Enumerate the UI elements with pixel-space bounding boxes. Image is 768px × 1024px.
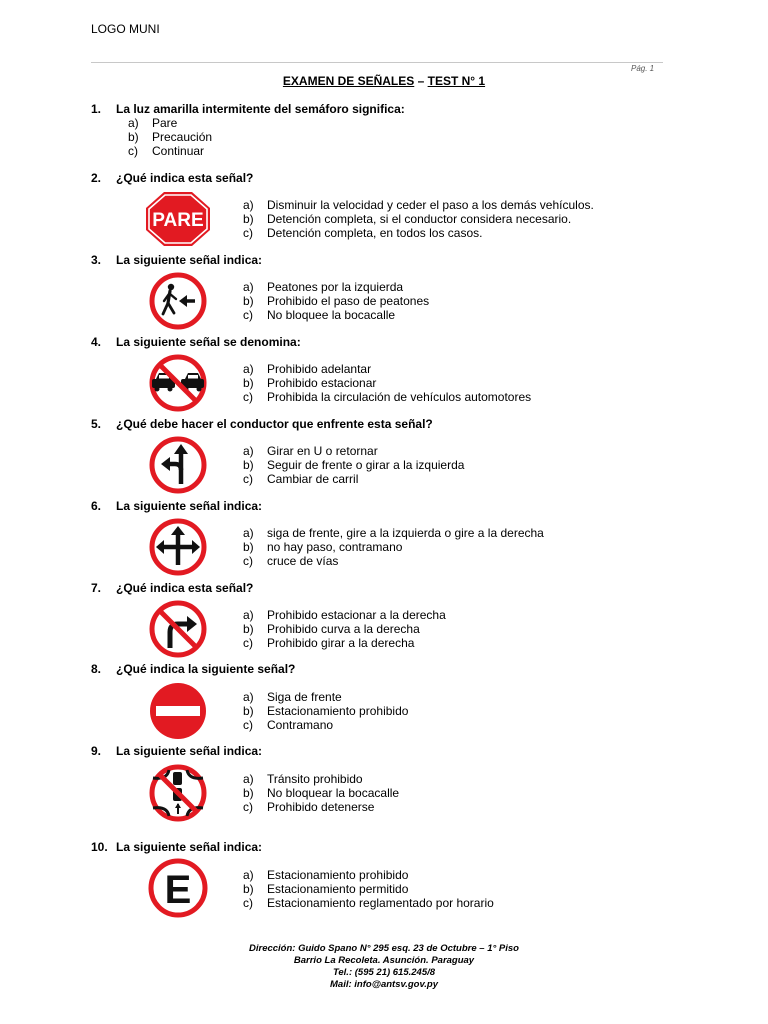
question-2 [91,171,253,185]
option-c: c) No bloquee la bocacalle [243,308,396,322]
question-10-options [243,868,494,910]
exam-title-left: EXAMEN DE SEÑALES [282,74,415,88]
stop-sign-text: PARE [152,210,204,231]
question-text: ¿Qué indica la siguiente señal? [116,662,296,676]
no-entry-sign [143,682,213,740]
question-5 [91,417,433,431]
question-text: ¿Qué indica esta señal? [116,171,254,185]
option-c: c) Prohibida la circulación de vehículos automotores [243,390,532,404]
question-text: La siguiente señal indica: [116,840,263,854]
footer-line-phone: Tel.: (595 21) 615.245/8 [332,967,436,978]
question-text: La siguiente señal indica: [116,744,263,758]
question-7-options [243,608,446,650]
option-c: c) Cambiar de carril [243,472,359,486]
question-number: 4. [91,335,102,349]
question-3-options [243,280,429,322]
three-way-arrow-sign [143,518,213,576]
option-b: b) no hay paso, contramano [243,540,403,554]
option-b: b) Prohibido el paso de peatones [243,294,430,308]
exam-title [0,74,768,88]
question-9 [91,744,262,758]
option-c: c) Prohibido girar a la derecha [243,636,415,650]
option-b: b) Estacionamiento permitido [243,882,409,896]
option-a: a) Peatones por la izquierda [243,280,404,294]
question-number: 3. [91,253,102,267]
question-text: ¿Qué indica esta señal? [116,581,254,595]
question-number: 2. [91,171,102,185]
option-c: c) Continuar [128,144,205,158]
question-9-options [243,772,399,814]
exam-title-dash: – [414,74,428,88]
question-text: ¿Qué debe hacer el conductor que enfrente esta señal? [116,417,433,431]
question-number: 9. [91,744,102,758]
option-a: a) Tránsito prohibido [243,772,363,786]
option-a: a) Disminuir la velocidad y ceder el paso a los demás vehículos. [243,198,594,212]
question-1-options [128,116,212,158]
no-overtaking-sign [143,354,213,412]
question-4 [91,335,301,349]
option-a: a) Prohibido estacionar a la derecha [243,608,446,622]
logo-text: LOGO MUNI [91,22,160,36]
footer-line-email: Mail: info@antsv.gov.py [330,979,438,990]
parking-e-letter: E [164,868,192,912]
option-b: b) Estacionamiento prohibido [243,704,409,718]
question-text: La siguiente señal indica: [116,499,263,513]
header-divider [91,62,663,63]
option-c: c) Contramano [243,718,334,732]
question-5-options [243,444,464,486]
option-c: c) cruce de vías [243,554,339,568]
option-c: c) Prohibido detenerse [243,800,375,814]
stop-sign [144,190,212,248]
question-number: 8. [91,662,102,676]
question-10 [91,840,262,854]
option-b: b) Seguir de frente o girar a la izquierda [243,458,465,472]
question-2-options [243,198,594,240]
option-b: b) Prohibido curva a la derecha [243,622,420,636]
question-number: 5. [91,417,102,431]
option-a: a) Prohibido adelantar [243,362,372,376]
straight-or-left-sign [143,436,213,494]
question-6 [91,499,262,513]
footer-line-address: Dirección: Guido Spano N° 295 esq. 23 de Octubre – 1° Piso [249,943,519,954]
question-number: 10. [91,840,108,854]
parking-e-sign [141,858,215,918]
option-b: b) Prohibido estacionar [243,376,377,390]
option-a: a) Estacionamiento prohibido [243,868,409,882]
question-8 [91,662,295,676]
question-4-options [243,362,531,404]
no-entry-bar [156,706,200,716]
footer-line-neighborhood: Barrio La Recoleta. Asunción. Paraguay [293,955,475,966]
question-text: La siguiente señal indica: [116,253,263,267]
question-1 [91,102,405,116]
question-number: 1. [91,102,102,116]
option-a: a) Pare [128,116,178,130]
option-b: b) Precaución [128,130,213,144]
exam-title-right: TEST N° 1 [427,74,486,88]
question-number: 6. [91,499,102,513]
option-b: b) Detención completa, si el conductor considera necesario. [243,212,572,226]
question-7 [91,581,253,595]
footer-address [0,943,768,991]
no-blocking-intersection-sign [143,764,213,822]
option-a: a) siga de frente, gire a la izquierda o gire a la derecha [243,526,544,540]
option-a: a) Girar en U o retornar [243,444,378,458]
no-right-turn-sign [143,600,213,658]
question-8-options [243,690,408,732]
option-a: a) Siga de frente [243,690,342,704]
option-b: b) No bloquear la bocacalle [243,786,400,800]
option-c: c) Detención completa, en todos los casos. [243,226,483,240]
question-text: La luz amarilla intermitente del semáforo significa: [116,102,405,116]
pedestrian-arrow-sign [143,272,213,330]
page-number: Pág. 1 [631,64,655,73]
option-c: c) Estacionamiento reglamentado por horario [243,896,494,910]
question-6-options [243,526,544,568]
question-number: 7. [91,581,102,595]
question-3 [91,253,262,267]
question-text: La siguiente señal se denomina: [116,335,301,349]
